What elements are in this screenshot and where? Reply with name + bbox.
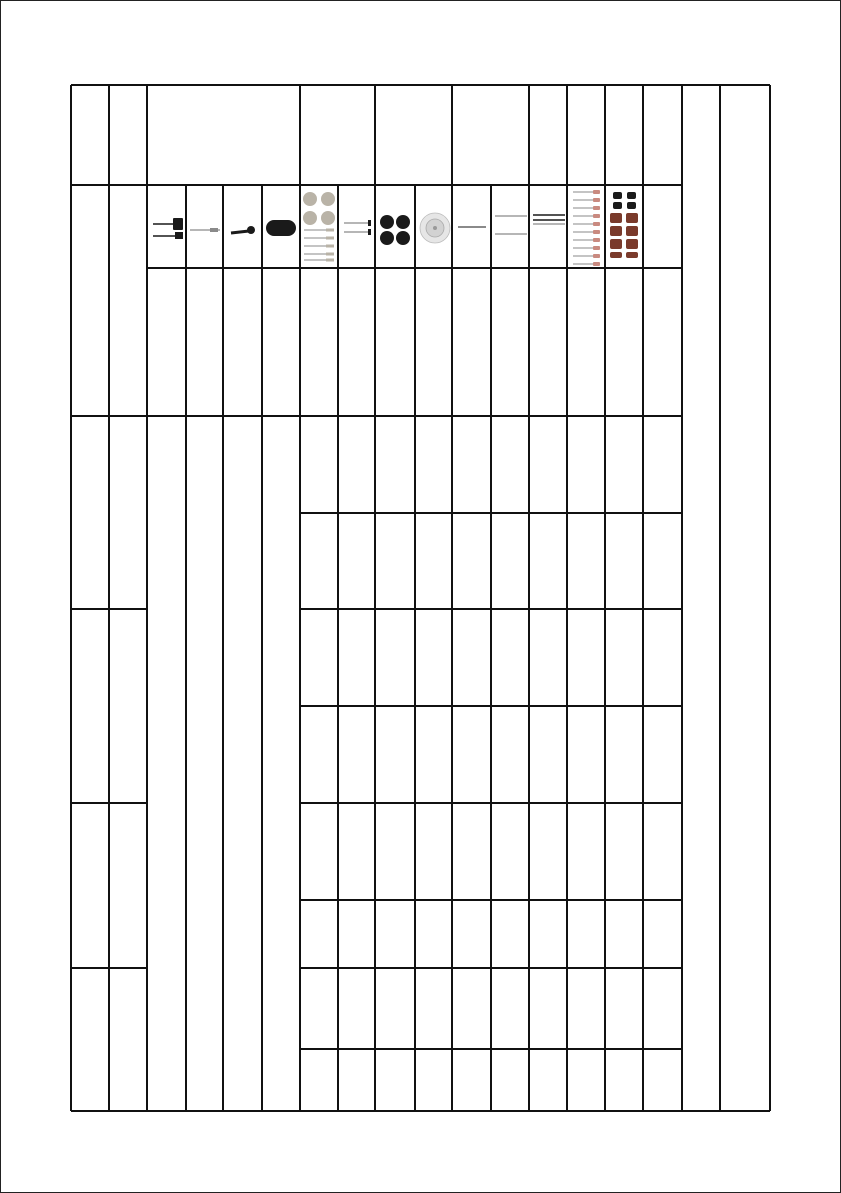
cutoff-disc-icon: [420, 213, 450, 243]
bit-holder-icon: [153, 218, 183, 239]
wrench-icon: [231, 226, 255, 234]
engraving-bits-icon: [495, 216, 527, 234]
grinding-stones-icon: [573, 190, 600, 266]
long-bits-icon: [533, 215, 565, 224]
polishing-wheels-icon: [303, 192, 335, 262]
felt-discs-icon: [380, 215, 410, 245]
screw-mandrel-icon: [344, 220, 371, 235]
sanding-bands-icon: [610, 192, 638, 258]
collet-set-icon: [266, 220, 296, 236]
mandrel-icon: [190, 228, 220, 232]
